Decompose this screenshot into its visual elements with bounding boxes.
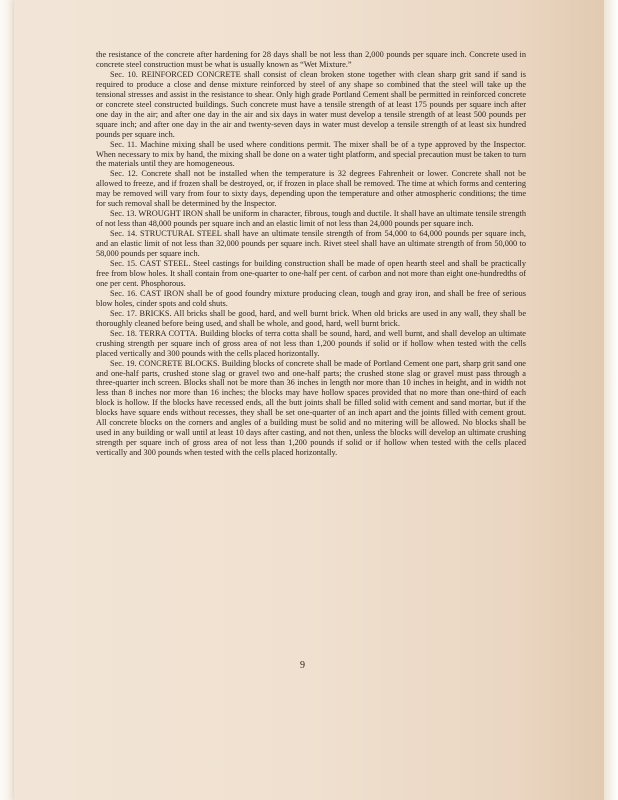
paragraph-sec-12: Sec. 12. Concrete shall not be installed when the temperature is 32 degrees Fahrenheit or lower. Concrete shall not be allowed to freeze, and if frozen shall be destroyed, or, if frozen in place shall be removed. The time at which forms and centering may be removed will vary from four to sixty days, depending upon the temperature and other atmospheric conditions; the time for such removal shall be determined by the Inspector. <box>96 169 526 209</box>
paragraph-sec-17: Sec. 17. BRICKS. All bricks shall be good, hard, and well burnt brick. When old bricks are used in any wall, they shall be thoroughly cleaned before being used, and shall be whole, and good, hard, well burnt brick. <box>96 308 526 328</box>
paragraph-sec-18: Sec. 18. TERRA COTTA. Building blocks of terra cotta shall be sound, hard, and well burnt, and shall develop an ultimate crushing strength per square inch of gross area of not less than 1,200 pounds if solid or if hollow when tested with the cells placed vertically and 300 pounds with the cells placed horizontally. <box>96 328 526 358</box>
paragraph-continuation: the resistance of the concrete after hardening for 28 days shall be not less than 2,000 pounds per square inch. Concrete used in concrete steel construction must be what is usually known as “Wet Mixture.” <box>96 50 526 69</box>
scan-margin-left <box>0 0 14 800</box>
paragraph-sec-10: Sec. 10. REINFORCED CONCRETE shall consist of clean broken stone together with clean sharp grit sand if sand is required to produce a close and dense mixture reinforced by steel of any shape so combined that the steel will take up the tensional stresses and assist in the resistance to shear. Only high grade Portland Cement shall be permitted in reinforced concrete or concrete steel constructed buildings. Such concrete must have a tensile strength of at least 175 pounds per square inch after one day in the air; and after one day in the air and six days in water must develop a tensile strength of at least 500 pounds per square inch; and after one day in the air and twenty-seven days in water must develop a tensile strength of at least six hundred pounds per square inch. <box>96 69 526 139</box>
paragraph-sec-16: Sec. 16. CAST IRON shall be of good foundry mixture producing clean, tough and gray iron, and shall be free of serious blow holes, cinder spots and cold shuts. <box>96 288 526 308</box>
page-number: 9 <box>300 660 305 671</box>
paragraph-sec-11: Sec. 11. Machine mixing shall be used where conditions permit. The mixer shall be of a type approved by the Inspector. When necessary to mix by hand, the mixing shall be done on a water tight platform, and special precaution must be taken to turn the materials until they are homogeneous. <box>96 139 526 169</box>
paragraph-sec-19: Sec. 19. CONCRETE BLOCKS. Building blocks of concrete shall be made of Portland Cement one part, sharp grit sand one and one-half parts, crushed stone slag or gravel two and one-half parts; the crushed stone slag or gravel must pass through a three-quarter inch screen. Blocks shall not be more than 36 inches in length nor more than 10 inches in height, and in width not less than 8 inches nor more than 16 inches; the blocks may have hollow spaces provided that no more than one-third of each block is hollow. If the blocks have recessed ends, all the butt joints shall be filled solid with cement and sand mortar, but if the blocks have square ends without recesses, they shall be set one-quarter of an inch apart and the joints filled with cement grout. All concrete blocks on the corners and angles of a building must be solid and no mitering will be allowed. No blocks shall be used in any building or wall until at least 10 days after casting, and not then, unless the blocks will develop an ultimate crushing strength per square inch of gross area of not less than 1,200 pounds if solid or if hollow when tested with the cells placed vertically and 300 pounds when tested with the cells placed horizontally. <box>96 358 526 458</box>
paragraph-sec-14: Sec. 14. STRUCTURAL STEEL shall have an ultimate tensile strength of from 54,000 to 64,000 pounds per square inch, and an elastic limit of not less than 32,000 pounds per square inch. Rivet steel shall have an ultimate strength of from 50,000 to 58,000 pounds per square inch. <box>96 229 526 259</box>
paragraph-sec-15: Sec. 15. CAST STEEL. Steel castings for building construction shall be made of open hearth steel and shall be practically free from blow holes. It shall contain from one-quarter to one-half per cent. of carbon and not more than eight one-hundredths of one per cent. Phosphorous. <box>96 259 526 288</box>
paragraph-sec-13: Sec. 13. WROUGHT IRON shall be uniform in character, fibrous, tough and ductile. It shall have an ultimate tensile strength of not less than 48,000 pounds per square inch and an elastic limit of not less than 24,000 pounds per square inch. <box>96 209 526 229</box>
scan-margin-right <box>604 0 618 800</box>
body-text <box>96 50 526 458</box>
